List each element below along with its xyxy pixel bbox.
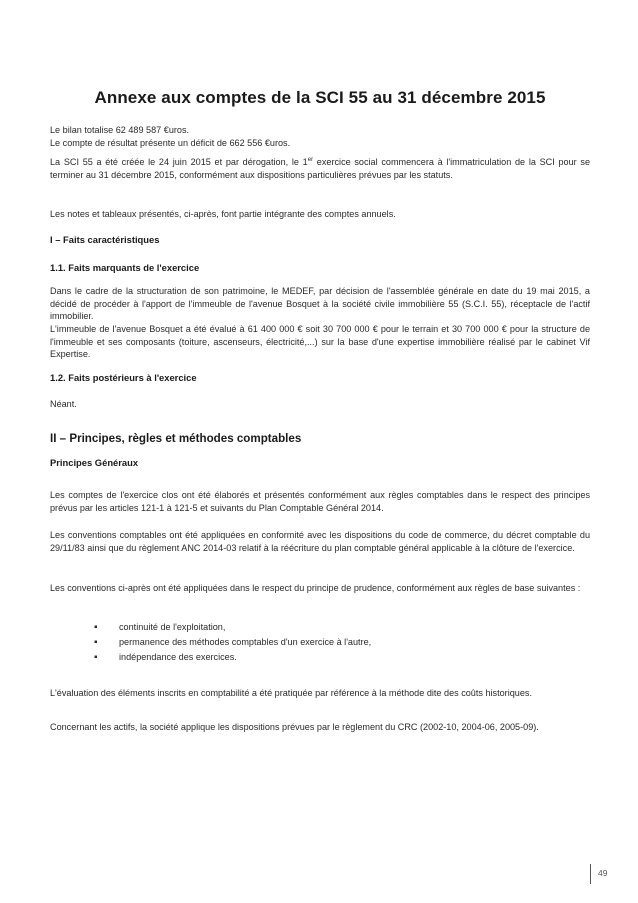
- list-item: ▪ permanence des méthodes comptables d'un exercice à l'autre,: [94, 635, 371, 650]
- creation-text-start: La SCI 55 a été créée le 24 juin 2015 et par dérogation, le 1: [50, 157, 308, 167]
- principes-generaux-heading: Principes Généraux: [50, 457, 139, 468]
- faits-marquants-paragraph-1: Dans le cadre de la structuration de son patrimoine, le MEDEF, par décision de l'assemblée générale en date du 19 mai 2015, a décidé de procéder à l'apport de l'immeuble de l'avenue Bosquet à la société civile immobilière 55 (S.C.I. 55), réceptacle de l'actif immobilier.: [50, 286, 590, 322]
- faits-posterieurs-text: Néant.: [50, 399, 77, 409]
- creation-paragraph: [50, 156, 590, 181]
- bilan-summary: [50, 124, 590, 149]
- page-number: 49: [598, 868, 608, 878]
- creation-text-end: exercice social commencera à l'immatriculation de la SCI pour se terminer au 31 décembre 2015, conformément aux dispositions particulières prévues par les statuts.: [50, 157, 590, 180]
- principes-paragraph-3: Les conventions ci-après ont été appliquées dans le respect du principe de prudence, conformément aux règles de base suivantes :: [50, 583, 581, 593]
- principes-paragraph-1: Les comptes de l'exercice clos ont été élaborés et présentés conformément aux règles comptables dans le respect des principes prévus par les articles 121-1 à 121-5 et suivants du Plan Comptable Général 2014.: [50, 490, 590, 513]
- actifs-paragraph: Concernant les actifs, la société applique les dispositions prévues par le règlement du CRC (2002-10, 2004-06, 2005-09).: [50, 722, 539, 732]
- notes-paragraph: Les notes et tableaux présentés, ci-après, font partie intégrante des comptes annuels.: [50, 209, 396, 219]
- principes-paragraph-2: Les conventions comptables ont été appliquées en conformité avec les dispositions du code de commerce, du décret comptable du 29/11/83 ainsi que du règlement ANC 2014-03 relatif à la réécriture du plan comptable général applicable à la clôture de l'exercice.: [50, 530, 590, 553]
- list-item: ▪ continuité de l'exploitation,: [94, 620, 371, 635]
- creation-superscript: er: [307, 156, 314, 163]
- page-number-divider: [590, 864, 591, 884]
- resultat-line: Le compte de résultat présente un déficit de 662 556 €uros.: [50, 137, 291, 148]
- faits-marquants-paragraph-2: L'immeuble de l'avenue Bosquet a été évalué à 61 400 000 € soit 30 700 000 € pour le terrain et 30 700 000 € pour la structure de l'immeuble et ses composants (toiture, ascenseurs, électricité,...) sur la base d'une expertise immobilière réalisé par le cabinet Vif Expertise.: [50, 324, 590, 360]
- section-2-heading: II – Principes, règles et méthodes comptables: [50, 432, 302, 445]
- bilan-total-line: Le bilan totalise 62 489 587 €uros.: [50, 125, 190, 135]
- list-item: ▪ indépendance des exercices.: [94, 650, 371, 665]
- section-1-1-heading: 1.1. Faits marquants de l'exercice: [50, 262, 200, 273]
- base-rules-list: [94, 620, 371, 665]
- evaluation-paragraph: L'évaluation des éléments inscrits en comptabilité a été pratiquée par référence à la méthode dite des coûts historiques.: [50, 688, 532, 698]
- section-1-heading: I – Faits caractéristiques: [50, 234, 160, 245]
- page-title: Annexe aux comptes de la SCI 55 au 31 décembre 2015: [94, 88, 546, 107]
- section-1-2-heading: 1.2. Faits postérieurs à l'exercice: [50, 372, 197, 383]
